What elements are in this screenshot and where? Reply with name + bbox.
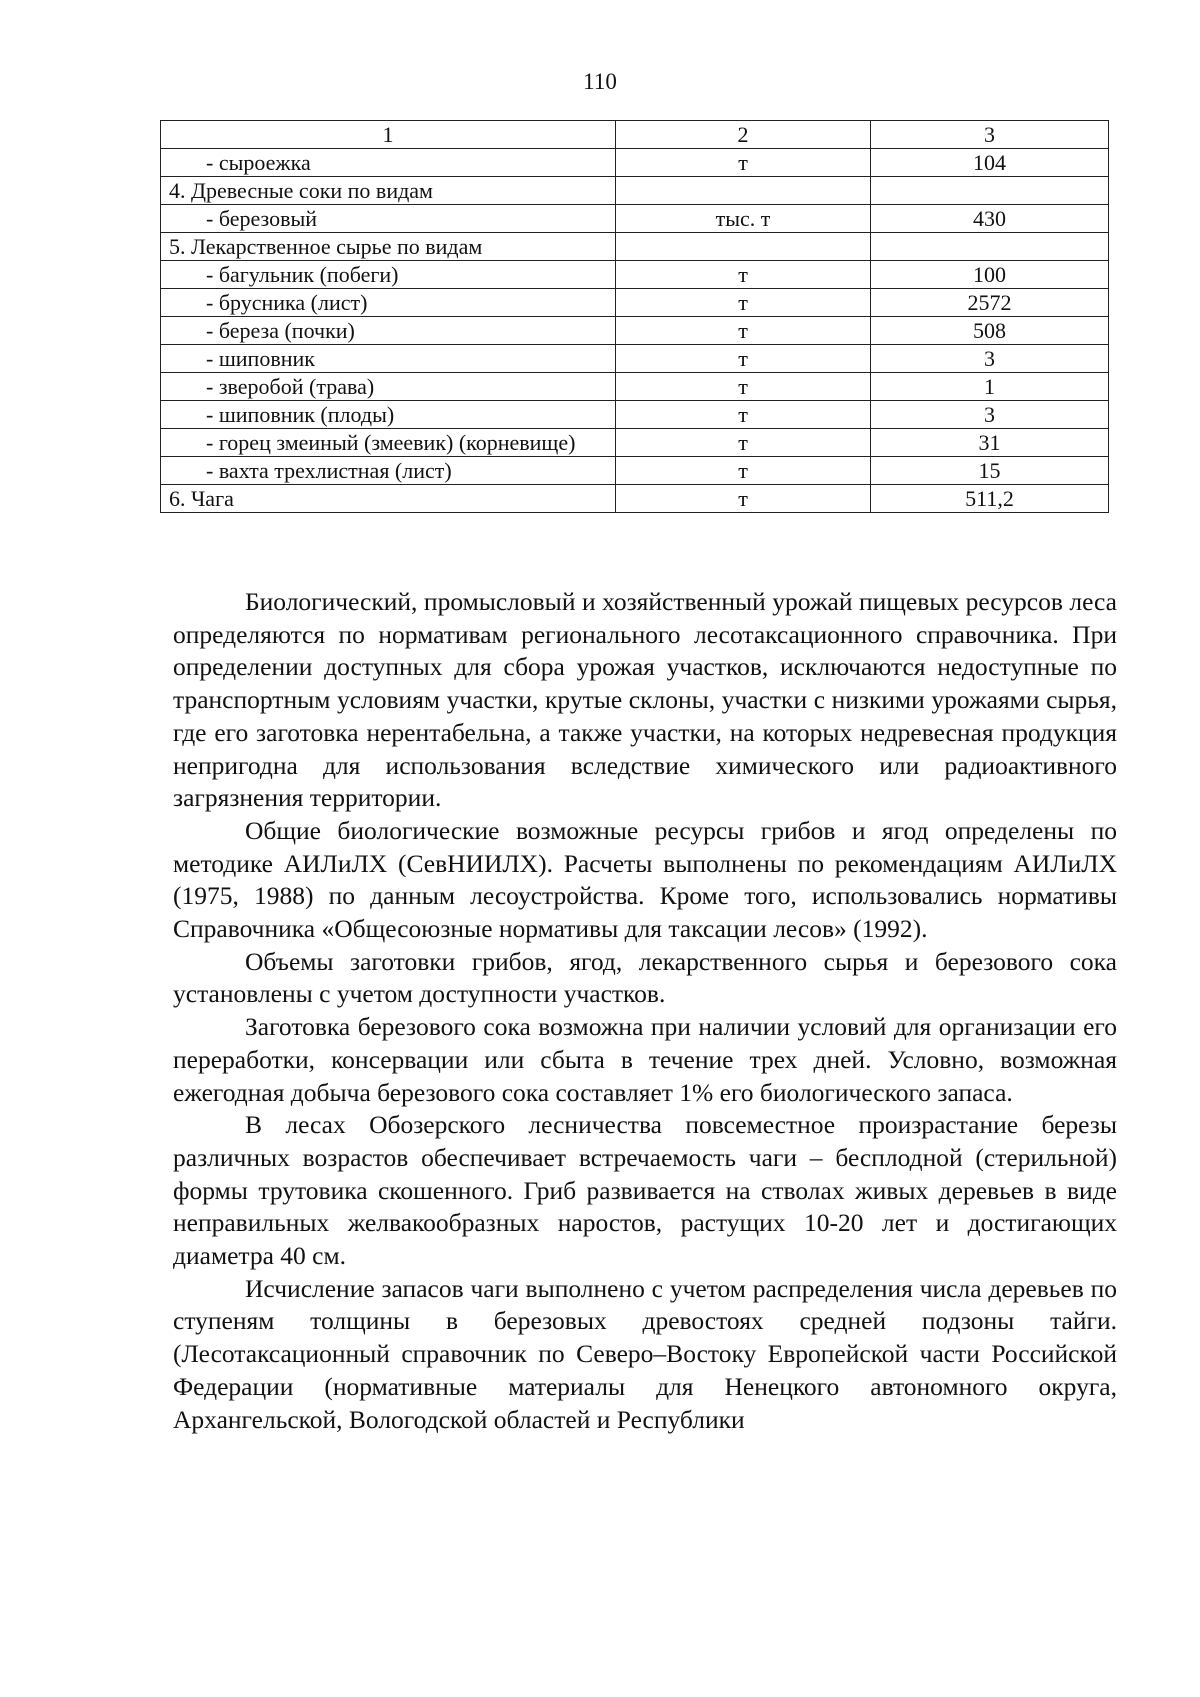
- value-cell: [871, 233, 1109, 261]
- table-row: [161, 261, 1109, 289]
- unit-cell: т: [616, 401, 871, 429]
- column-header: 3: [871, 121, 1109, 149]
- table-row: [161, 317, 1109, 345]
- paragraph: Биологический, промысловый и хозяйственный урожай пищевых ресурсов леса определяются по нормативам регионального лесотаксационного справочника. При определении доступных для сбора урожая участков, исключаются недоступные по транспортным условиям участки, крутые склоны, участки с низкими урожаями сырья, где его заготовка нерентабельна, а также участки, на которых недревесная продукция непригодна для использования вследствие химического или радиоактивного загрязнения территории.: [173, 587, 1117, 813]
- resource-name-cell: 6. Чага: [161, 485, 616, 513]
- table-row: [161, 289, 1109, 317]
- value-cell: 2572: [871, 289, 1109, 317]
- resource-name-cell: - багульник (побеги): [161, 261, 616, 289]
- resource-name-cell: - шиповник: [161, 345, 616, 373]
- column-header: 1: [161, 121, 616, 149]
- value-cell: 508: [871, 317, 1109, 345]
- unit-cell: т: [616, 149, 871, 177]
- value-cell: 15: [871, 457, 1109, 485]
- unit-cell: т: [616, 429, 871, 457]
- resource-name-cell: 5. Лекарственное сырье по видам: [161, 233, 616, 261]
- table-row: [161, 177, 1109, 205]
- value-cell: [871, 177, 1109, 205]
- table-header-row: [161, 121, 1109, 149]
- resource-name-cell: - береза (почки): [161, 317, 616, 345]
- table-row: [161, 205, 1109, 233]
- unit-cell: т: [616, 485, 871, 513]
- paragraph: Объемы заготовки грибов, ягод, лекарственного сырья и березового сока установлены с учетом доступности участков.: [173, 946, 1117, 1009]
- resource-table: [160, 120, 1109, 513]
- value-cell: 100: [871, 261, 1109, 289]
- value-cell: 31: [871, 429, 1109, 457]
- table-row: [161, 485, 1109, 513]
- unit-cell: т: [616, 317, 871, 345]
- table-row: [161, 401, 1109, 429]
- resource-name-cell: - сыроежка: [161, 149, 616, 177]
- resource-name-cell: - горец змеиный (змеевик) (корневище): [161, 429, 616, 457]
- unit-cell: [616, 177, 871, 205]
- column-header: 2: [616, 121, 871, 149]
- value-cell: 430: [871, 205, 1109, 233]
- table-row: [161, 233, 1109, 261]
- paragraph: Общие биологические возможные ресурсы грибов и ягод определены по методике АИЛиЛХ (СевНИИЛХ). Расчеты выполнены по рекомендациям АИЛиЛХ (1975, 1988) по данным лесоустройства. Кроме того, использовались нормативы Справочника «Общесоюзные нормативы для таксации лесов» (1992).: [173, 815, 1117, 944]
- table-row: [161, 429, 1109, 457]
- body-text: [173, 586, 1117, 1436]
- paragraph: В лесах Обозерского лесничества повсеместное произрастание березы различных возрастов обеспечивает встречаемость чаги – бесплодной (стерильной) формы трутовика скошенного. Гриб развивается на стволах живых деревьев в виде неправильных желвакообразных наростов, растущих 10-20 лет и достигающих диаметра 40 см.: [173, 1110, 1117, 1271]
- unit-cell: [616, 233, 871, 261]
- unit-cell: т: [616, 373, 871, 401]
- table-row: [161, 345, 1109, 373]
- value-cell: 1: [871, 373, 1109, 401]
- value-cell: 104: [871, 149, 1109, 177]
- resource-name-cell: - шиповник (плоды): [161, 401, 616, 429]
- value-cell: 3: [871, 345, 1109, 373]
- resource-name-cell: - вахта трехлистная (лист): [161, 457, 616, 485]
- paragraph: Исчисление запасов чаги выполнено с учетом распределения числа деревьев по ступеням толщины в березовых древостоях средней подзоны тайги. (Лесотаксационный справочник по Северо–Востоку Европейской части Российской Федерации (нормативные материалы для Ненецкого автономного округа, Архангельской, Вологодской областей и Республики: [173, 1273, 1117, 1434]
- unit-cell: т: [616, 457, 871, 485]
- table-row: [161, 149, 1109, 177]
- unit-cell: т: [616, 289, 871, 317]
- paragraph: Заготовка березового сока возможна при наличии условий для организации его переработки, консервации или сбыта в течение трех дней. Условно, возможная ежегодная добыча березового сока составляет 1% его биологического запаса.: [173, 1012, 1117, 1107]
- resource-name-cell: 4. Древесные соки по видам: [161, 177, 616, 205]
- unit-cell: т: [616, 261, 871, 289]
- unit-cell: тыс. т: [616, 205, 871, 233]
- table-row: [161, 373, 1109, 401]
- resource-name-cell: - брусника (лист): [161, 289, 616, 317]
- resource-name-cell: - зверобой (трава): [161, 373, 616, 401]
- resource-name-cell: - березовый: [161, 205, 616, 233]
- value-cell: 3: [871, 401, 1109, 429]
- value-cell: 511,2: [871, 485, 1109, 513]
- table-row: [161, 457, 1109, 485]
- page-number: 110: [583, 69, 617, 94]
- unit-cell: т: [616, 345, 871, 373]
